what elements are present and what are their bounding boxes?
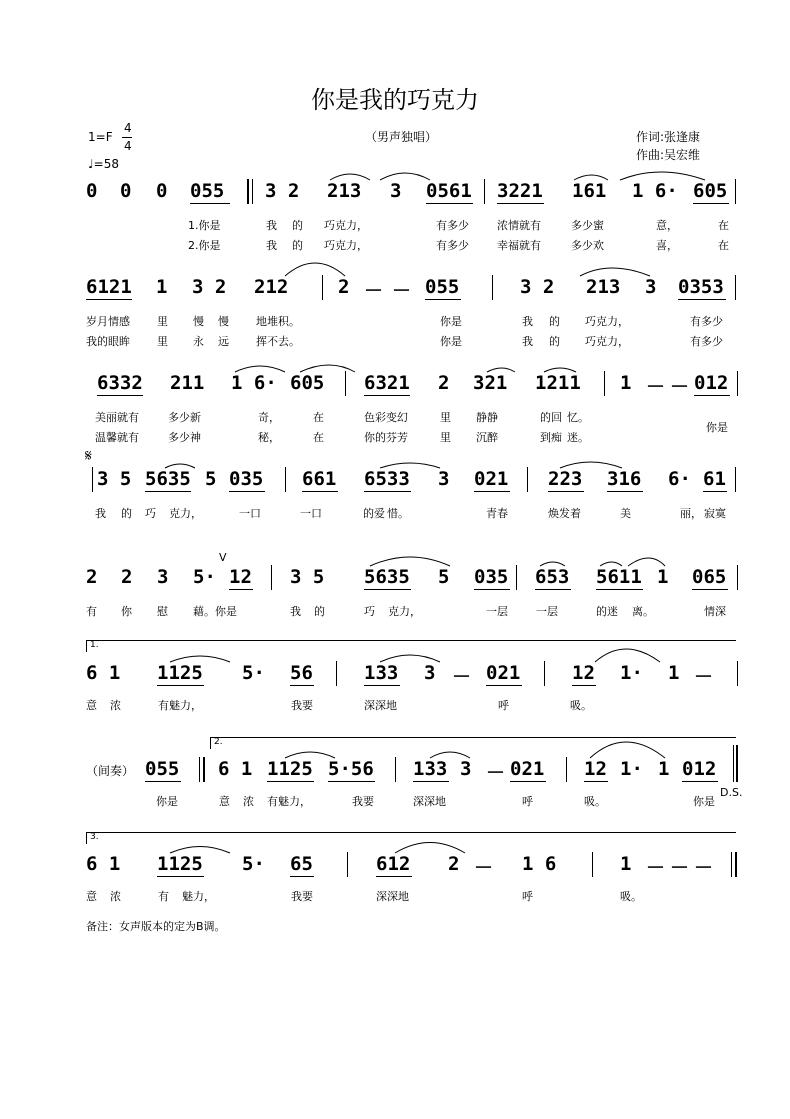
- lyric: 巧克力，: [585, 335, 629, 348]
- lyric: 有魅力，: [267, 795, 311, 808]
- note-group: 5: [205, 468, 217, 490]
- lyric: 意，: [656, 219, 678, 232]
- lyric: 青春: [486, 507, 508, 520]
- lyric: 忆。: [567, 411, 589, 424]
- note-group: 6·: [668, 468, 691, 490]
- lyric: 巧: [145, 507, 156, 520]
- note-group: 055: [145, 758, 180, 780]
- lyric: 呼: [498, 699, 509, 712]
- lyric: 有多少: [436, 219, 469, 232]
- lyric: 的迷: [596, 605, 618, 618]
- lyric: 的: [549, 335, 560, 348]
- volta-label: 3.: [90, 832, 99, 842]
- note-group: 021: [474, 468, 509, 490]
- footnote: 备注：女声版本的定为B调。: [86, 920, 226, 933]
- note-group: 055: [425, 276, 460, 298]
- lyric: 迷。: [567, 431, 589, 444]
- lyric: 岁月情感: [86, 315, 130, 328]
- note-group: 213: [327, 180, 362, 202]
- note-group: 1125: [157, 662, 203, 684]
- note-group: 6321: [364, 372, 410, 394]
- note-group: －: [670, 376, 690, 398]
- note-group: 065: [692, 566, 727, 588]
- lyric: 浓情就有: [497, 219, 541, 232]
- lyric: 的: [549, 315, 560, 328]
- note-group: 6 1: [218, 758, 253, 780]
- lyric: 巧克力，: [585, 315, 629, 328]
- note-group: 211: [170, 372, 205, 394]
- lyric: 呼: [522, 890, 533, 903]
- lyric: 巧克力，: [324, 239, 368, 252]
- lyric: 吸。: [584, 795, 606, 808]
- note-group: 5: [438, 566, 450, 588]
- note-group: －: [486, 762, 506, 784]
- note-group: －: [646, 376, 666, 398]
- lyric: 你是: [156, 795, 178, 808]
- note-group: 605: [693, 180, 728, 202]
- lyric: 浓: [243, 795, 254, 808]
- lyric: 意: [86, 890, 97, 903]
- note-group: 1211: [535, 372, 581, 394]
- note-group: 133: [413, 758, 448, 780]
- lyric: 克力，: [169, 507, 202, 520]
- lyric: 里: [157, 335, 168, 348]
- lyric: 你是: [440, 335, 462, 348]
- lyric: 巧克力，: [324, 219, 368, 232]
- lyric: 焕发着: [548, 507, 581, 520]
- lyric: 深深地: [413, 795, 446, 808]
- note-group: 3 2: [520, 276, 555, 298]
- lyric: 你: [121, 605, 132, 618]
- note-group: 5·: [242, 853, 265, 875]
- lyric: 色彩变幻: [364, 411, 408, 424]
- note-group: 021: [510, 758, 545, 780]
- lyric: 美: [620, 507, 631, 520]
- note-group: 2: [338, 276, 350, 298]
- note-group: 223: [548, 468, 583, 490]
- note-group: 12: [584, 758, 607, 780]
- lyric: 多少欢: [571, 239, 604, 252]
- lyric: 里: [440, 431, 451, 444]
- lyric: 2.你是: [188, 239, 221, 252]
- lyricist-credit: 作词:张逢康: [636, 130, 701, 144]
- lyric: 你是: [693, 795, 715, 808]
- lyric: 魅力，: [182, 890, 215, 903]
- time-signature-top: 4: [124, 121, 132, 135]
- lyric: 吸。: [620, 890, 642, 903]
- lyric: 浓: [110, 890, 121, 903]
- lyric: 里: [157, 315, 168, 328]
- note-group: 3: [390, 180, 402, 202]
- lyric: 到痴: [540, 431, 562, 444]
- lyric: 挥不去。: [256, 335, 300, 348]
- note-group: 5·56: [328, 758, 374, 780]
- lyric: 吸。: [570, 699, 592, 712]
- note-group: 65: [290, 853, 313, 875]
- note-group: 1 6·: [632, 180, 678, 202]
- note-group: 6 1: [86, 853, 121, 875]
- lyric: 多少蜜: [571, 219, 604, 232]
- lyric: 在: [718, 219, 729, 232]
- note-group: 5635: [364, 566, 410, 588]
- lyric: 的: [121, 507, 132, 520]
- note-group: 1: [620, 853, 632, 875]
- note-group: 12: [229, 566, 252, 588]
- note-group: 2: [438, 372, 450, 394]
- note-group: －: [364, 280, 384, 302]
- note-group: 661: [302, 468, 337, 490]
- note-group: 2: [121, 566, 133, 588]
- note-group: 61: [703, 468, 726, 490]
- note-group: 161: [572, 180, 607, 202]
- lyric: 意: [219, 795, 230, 808]
- lyric: 一口: [239, 507, 261, 520]
- lyric: 你的芬芳: [364, 431, 408, 444]
- note-group: 321: [473, 372, 508, 394]
- lyric: 温馨就有: [95, 431, 139, 444]
- note-group: 1·: [620, 662, 643, 684]
- lyric: 永: [193, 335, 204, 348]
- note-group: 3: [157, 566, 169, 588]
- note-group: 3: [460, 758, 472, 780]
- lyric: 多少神: [168, 431, 201, 444]
- lyric: 有: [86, 605, 97, 618]
- lyric: 奇，: [258, 411, 280, 424]
- note-group: 1125: [267, 758, 313, 780]
- lyric: 多少新: [168, 411, 201, 424]
- note-group: 213: [586, 276, 621, 298]
- interlude-label: （间奏）: [86, 764, 135, 778]
- lyric: 我: [266, 239, 277, 252]
- note-group: 1: [620, 372, 632, 394]
- note-group: 5·: [242, 662, 265, 684]
- note-group: 2: [448, 853, 460, 875]
- lyric: 我: [95, 507, 106, 520]
- note-group: 3 5: [97, 468, 132, 490]
- lyric: 我要: [352, 795, 374, 808]
- lyric: 深深地: [376, 890, 409, 903]
- note-group: －: [694, 857, 714, 879]
- note-group: －: [392, 280, 412, 302]
- lyric: 慢: [218, 315, 229, 328]
- note-group: 653: [535, 566, 570, 588]
- note-group: 612: [376, 853, 411, 875]
- lyric: 我: [290, 605, 301, 618]
- composer-credit: 作曲:吴宏维: [636, 148, 701, 162]
- lyric: 慰: [157, 605, 168, 618]
- lyric: 的回: [540, 411, 562, 424]
- lyric: 克力，: [388, 605, 421, 618]
- lyric: 我: [522, 335, 533, 348]
- lyric: 你是: [706, 421, 728, 434]
- note-group: 605: [290, 372, 325, 394]
- note-group: 035: [474, 566, 509, 588]
- volta-label: 1.: [90, 640, 99, 650]
- note-group: 5611: [596, 566, 642, 588]
- performance-note: （男声独唱）: [365, 130, 438, 144]
- lyric: 沉醉: [476, 431, 498, 444]
- lyric: 美丽就有: [95, 411, 139, 424]
- time-signature-bottom: 4: [124, 139, 132, 153]
- note-group: 1 6: [522, 853, 557, 875]
- note-group: 133: [364, 662, 399, 684]
- note-group: 021: [486, 662, 521, 684]
- lyric: 在: [313, 411, 324, 424]
- note-group: 5·: [193, 566, 216, 588]
- lyric: 的: [314, 605, 325, 618]
- lyric: 静静: [476, 411, 498, 424]
- lyric: 里: [440, 411, 451, 424]
- lyric: 1.你是: [188, 219, 221, 232]
- note-group: 0353: [678, 276, 724, 298]
- note-group: 12: [572, 662, 595, 684]
- lyric: 呼: [522, 795, 533, 808]
- lyric: 有多少: [436, 239, 469, 252]
- lyric: 一层: [486, 605, 508, 618]
- song-title: 你是我的巧克力: [311, 86, 479, 114]
- note-group: －: [452, 666, 472, 688]
- tempo-marking: ♩=58: [88, 157, 119, 171]
- lyric: 一口: [300, 507, 322, 520]
- lyric: 慢: [193, 315, 204, 328]
- breath-mark-icon: V: [219, 551, 227, 564]
- lyric: 的爱: [363, 507, 385, 520]
- note-group: 316: [607, 468, 642, 490]
- lyric: 意: [86, 699, 97, 712]
- note-group: 012: [694, 372, 729, 394]
- lyric: 喜，: [656, 239, 678, 252]
- note-group: 3221: [497, 180, 543, 202]
- dal-segno-label: D.S.: [720, 786, 743, 799]
- note-group: 3: [645, 276, 657, 298]
- note-group: 0: [156, 180, 168, 202]
- note-group: 56: [290, 662, 313, 684]
- note-group: 3 2: [265, 180, 300, 202]
- note-group: 012: [682, 758, 717, 780]
- volta-label: 2.: [214, 737, 223, 747]
- note-group: 1: [668, 662, 680, 684]
- note-group: 3: [438, 468, 450, 490]
- lyric: 秘，: [258, 431, 280, 444]
- lyric: 的: [292, 239, 303, 252]
- lyric: 丽，: [680, 507, 702, 520]
- lyric: 藉。你是: [193, 605, 237, 618]
- lyric: 惜。: [387, 507, 409, 520]
- lyric: 幸福就有: [497, 239, 541, 252]
- note-group: 0561: [426, 180, 472, 202]
- key-signature: 1=F: [88, 130, 113, 144]
- lyric: 远: [218, 335, 229, 348]
- note-group: 2: [86, 566, 98, 588]
- note-group: 6121: [86, 276, 132, 298]
- note-group: 6 1: [86, 662, 121, 684]
- lyric: 巧: [364, 605, 375, 618]
- lyric: 离。: [632, 605, 654, 618]
- note-group: －: [646, 857, 666, 879]
- lyric: 我要: [291, 890, 313, 903]
- note-group: 212: [254, 276, 289, 298]
- lyric: 有: [158, 890, 169, 903]
- note-group: 0: [120, 180, 132, 202]
- lyric: 深深地: [364, 699, 397, 712]
- lyric: 地堆积。: [256, 315, 300, 328]
- note-group: 1·: [620, 758, 643, 780]
- note-group: 5635: [145, 468, 191, 490]
- note-group: 1: [658, 758, 670, 780]
- lyric: 我要: [291, 699, 313, 712]
- note-group: 1125: [157, 853, 203, 875]
- lyric: 浓: [110, 699, 121, 712]
- note-group: 1 6·: [231, 372, 277, 394]
- lyric: 我: [266, 219, 277, 232]
- note-group: 3 2: [192, 276, 227, 298]
- lyric: 在: [718, 239, 729, 252]
- note-group: 6332: [97, 372, 143, 394]
- note-group: 1: [657, 566, 669, 588]
- lyric: 情深: [704, 605, 726, 618]
- note-group: 3: [424, 662, 436, 684]
- note-group: 1: [156, 276, 168, 298]
- lyric: 有多少: [690, 335, 723, 348]
- note-group: 0: [86, 180, 98, 202]
- note-group: －: [670, 857, 690, 879]
- note-group: －: [694, 666, 714, 688]
- lyric: 有魅力，: [158, 699, 202, 712]
- lyric: 的: [292, 219, 303, 232]
- note-group: －: [474, 857, 494, 879]
- note-group: 035: [229, 468, 264, 490]
- lyric: 一层: [536, 605, 558, 618]
- lyric: 我: [522, 315, 533, 328]
- segno-icon: 𝄋: [85, 446, 92, 465]
- lyric: 有多少: [690, 315, 723, 328]
- lyric: 我的眼眸: [86, 335, 130, 348]
- lyric: 你是: [440, 315, 462, 328]
- note-group: 3 5: [290, 566, 325, 588]
- lyric: 在: [313, 431, 324, 444]
- note-group: 6533: [364, 468, 410, 490]
- note-group: 055: [190, 180, 225, 202]
- lyric: 寂寞: [704, 507, 726, 520]
